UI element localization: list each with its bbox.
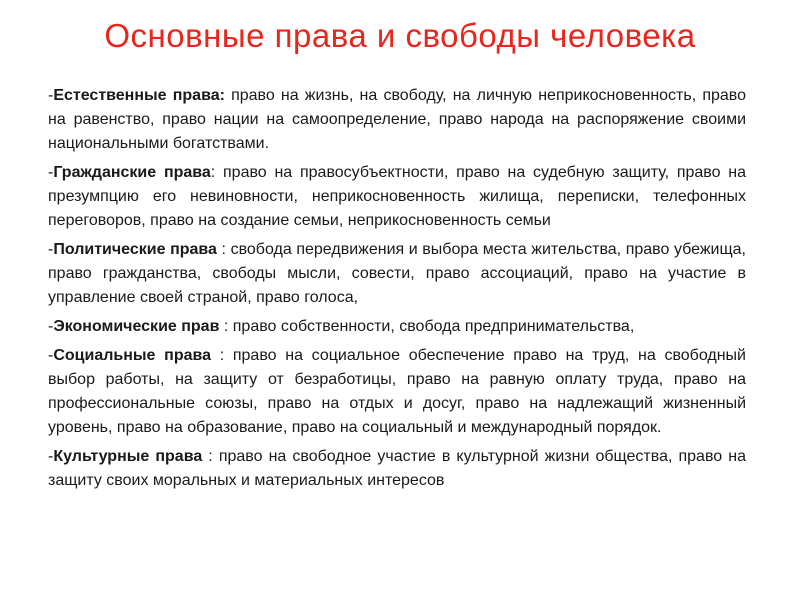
- section-social-rights: [48, 344, 746, 440]
- section-cultural-rights: [48, 445, 746, 493]
- section-term: Гражданские права: [53, 164, 211, 181]
- section-prefix: -: [48, 448, 54, 465]
- section-natural-rights: [48, 84, 746, 156]
- section-term: Социальные права: [53, 347, 212, 364]
- section-prefix: -: [48, 318, 54, 335]
- section-term: Экономические прав: [53, 318, 220, 335]
- section-political-rights: [48, 238, 746, 310]
- section-economic-rights: [48, 315, 746, 339]
- section-civil-rights: [48, 161, 746, 233]
- section-term: Естественные права:: [53, 87, 225, 104]
- section-prefix: -: [48, 347, 54, 364]
- section-text: : право на свободное участие в культурной жизни общества, право на защиту своих моральных и материальных интересов: [48, 448, 746, 489]
- section-text: : право на социальное обеспечение право на труд, на свободный выбор работы, на защиту от безработицы, право на равную оплату труда, право на профессиональные союзы, право на отдых и досуг, право на надлежащий жизненный уровень, право на образование, право на социальный и международный порядок.: [48, 347, 746, 436]
- section-term: Политические права: [53, 241, 217, 258]
- slide-body: [48, 84, 746, 498]
- section-text: : право на правосубъектности, право на судебную защиту, право на презумпцию его невиновности, неприкосновенность жилища, переписки, телефонных переговоров, право на создание семьи, неприкосновенность семьи: [48, 164, 746, 229]
- section-term: Культурные права: [53, 448, 203, 465]
- section-text: : свобода передвижения и выбора места жительства, право убежища, право гражданства, свободы мысли, совести, право ассоциаций, право на участие в управление своей страной, право голоса,: [48, 241, 746, 306]
- section-text: : право собственности, свобода предпринимательства,: [219, 318, 635, 335]
- section-prefix: -: [48, 87, 54, 104]
- section-prefix: -: [48, 164, 54, 181]
- slide-title: Основные права и свободы человека: [104, 17, 696, 54]
- section-prefix: -: [48, 241, 54, 258]
- section-text: право на жизнь, на свободу, на личную неприкосновенность, право на равенство, право нации на самоопределение, право народа на распоряжение своими национальными богатствами.: [48, 87, 746, 152]
